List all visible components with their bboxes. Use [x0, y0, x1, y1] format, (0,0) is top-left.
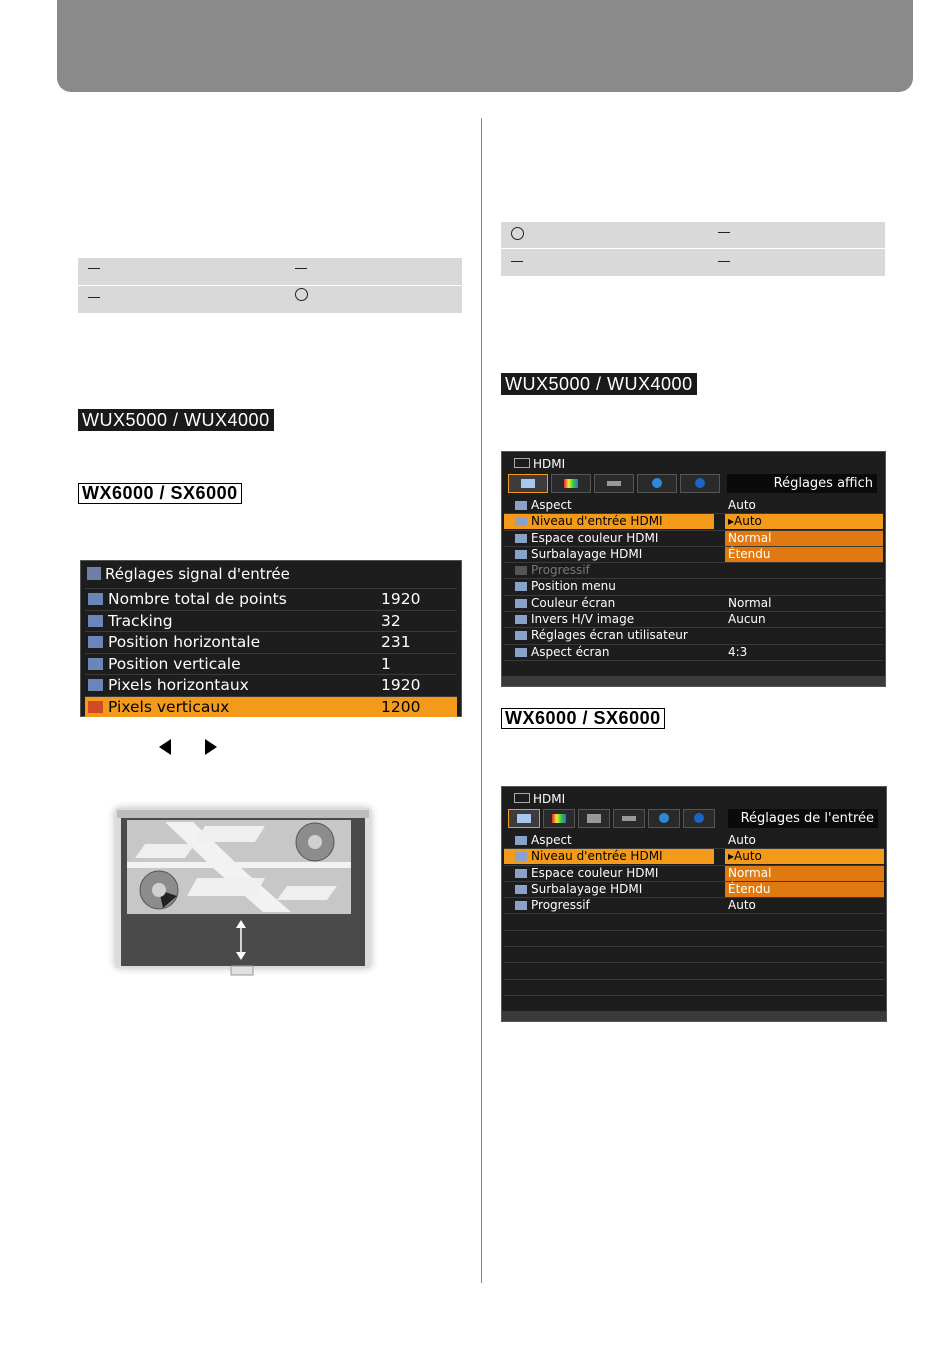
- menu-row[interactable]: [504, 645, 883, 661]
- menu-row[interactable]: [504, 612, 883, 628]
- row-label: Réglages écran utilisateur: [531, 628, 688, 643]
- circle-mark: [511, 227, 524, 240]
- chapter-header-bar: [57, 0, 913, 92]
- menu-row[interactable]: [85, 588, 457, 610]
- empty-row: [504, 963, 884, 979]
- column-divider: [481, 118, 482, 1283]
- row-label: Nombre total de points: [108, 590, 287, 608]
- row-value: ▸Auto: [725, 849, 884, 864]
- aspect-icon: [515, 836, 527, 845]
- projector-icon: [607, 481, 621, 486]
- menu-row-selected[interactable]: [504, 849, 884, 865]
- globe-icon: [659, 813, 669, 823]
- row-label: Progressif: [531, 898, 590, 913]
- menu-rows: [504, 833, 884, 996]
- row-label: Aspect: [531, 833, 572, 847]
- source-label: HDMI: [533, 792, 566, 806]
- row-value: Auto: [728, 833, 756, 847]
- color-icon: [552, 814, 566, 823]
- compatibility-table-left: [78, 258, 462, 313]
- row-value: Auto: [728, 498, 756, 512]
- menu-rows: [504, 498, 883, 661]
- menu-row[interactable]: [504, 531, 883, 547]
- empty-row: [504, 947, 884, 963]
- tab-color[interactable]: [551, 474, 591, 493]
- image-flip-icon: [515, 615, 527, 624]
- projection-screen-illustration: [115, 808, 371, 968]
- menu-row-disabled: [504, 563, 883, 579]
- menu-footer: [502, 1011, 886, 1021]
- grid-icon: [88, 593, 103, 605]
- tab-image[interactable]: [508, 809, 540, 828]
- menu-source-title: [514, 457, 565, 471]
- menu-page-name: Réglages de l'entrée: [728, 809, 878, 828]
- menu-tabs: [508, 474, 723, 493]
- progressive-icon: [515, 901, 527, 910]
- globe-icon: [652, 478, 662, 488]
- tracking-icon: [88, 615, 103, 627]
- image-icon: [517, 814, 531, 823]
- left-arrow-icon: [159, 739, 171, 755]
- progressive-icon: [515, 566, 527, 575]
- menu-row[interactable]: [504, 882, 884, 898]
- row-value: 1200: [381, 697, 421, 716]
- right-arrow-icon: [205, 739, 217, 755]
- tab-image[interactable]: [508, 474, 548, 493]
- info-icon: [695, 478, 705, 488]
- row-value: Étendu: [725, 547, 883, 562]
- menu-row[interactable]: [85, 653, 457, 675]
- row-value: 32: [381, 611, 401, 630]
- row-value: 1920: [381, 676, 421, 694]
- screen-drawing: [115, 808, 371, 978]
- horizontal-position-icon: [88, 636, 103, 648]
- tab-system[interactable]: [648, 809, 680, 828]
- row-value: 1: [381, 654, 391, 673]
- row-value: Auto: [728, 898, 756, 913]
- menu-row[interactable]: [504, 498, 883, 514]
- menu-row[interactable]: [504, 547, 883, 563]
- menu-row[interactable]: [85, 674, 457, 696]
- hdmi-icon: [514, 458, 530, 468]
- hdmi-level-icon: [515, 852, 527, 861]
- hdmi-menu-wux: [501, 451, 886, 687]
- dash-mark: [511, 261, 523, 262]
- menu-row[interactable]: [504, 898, 884, 914]
- menu-row[interactable]: [504, 596, 883, 612]
- row-label: Aspect: [531, 498, 572, 512]
- menu-row[interactable]: [504, 579, 883, 595]
- menu-row[interactable]: [85, 610, 457, 632]
- color-icon: [564, 479, 578, 488]
- menu-footer: [502, 676, 885, 686]
- row-label: Progressif: [531, 563, 590, 578]
- empty-row: [504, 980, 884, 996]
- empty-row: [504, 931, 884, 947]
- row-value: Normal: [725, 866, 884, 881]
- image-icon: [521, 479, 535, 488]
- row-label: Niveau d'entrée HDMI: [531, 514, 663, 529]
- row-value: Aucun: [728, 612, 766, 627]
- dash-mark: [88, 268, 100, 269]
- menu-position-icon: [515, 582, 527, 591]
- screen-aspect-icon: [515, 648, 527, 657]
- model-badge-wx-left: WX6000 / SX6000: [78, 483, 242, 504]
- row-label: Invers H/V image: [531, 612, 635, 627]
- tab-system[interactable]: [637, 474, 677, 493]
- hdmi-menu-wx: [501, 786, 887, 1022]
- aspect-icon: [515, 501, 527, 510]
- row-label: Surbalayage HDMI: [531, 881, 643, 896]
- model-badge-wux-left: WUX5000 / WUX4000: [78, 409, 274, 431]
- tab-install[interactable]: [613, 809, 645, 828]
- dash-mark: [295, 268, 307, 269]
- tab-info[interactable]: [680, 474, 720, 493]
- input-signal-menu: [80, 560, 462, 717]
- model-badge-wux-right: WUX5000 / WUX4000: [501, 373, 697, 395]
- dash-mark: [718, 232, 730, 233]
- row-label: Position menu: [531, 579, 616, 594]
- compatibility-table-right: [501, 222, 885, 276]
- hdmi-level-icon: [515, 517, 527, 526]
- menu-tabs: [508, 809, 718, 828]
- circle-mark: [295, 288, 308, 301]
- row-label: Pixels verticaux: [108, 697, 230, 716]
- menu-row-selected[interactable]: [504, 514, 883, 530]
- vertical-pixels-icon: [88, 701, 103, 713]
- color-space-icon: [515, 534, 527, 543]
- row-value: Étendu: [725, 882, 884, 897]
- vertical-position-icon: [88, 658, 103, 670]
- menu-row-selected[interactable]: [85, 696, 457, 718]
- empty-row: [504, 914, 884, 930]
- tab-color[interactable]: [543, 809, 575, 828]
- menu-row[interactable]: [85, 631, 457, 653]
- user-screen-icon: [515, 631, 527, 640]
- settings-icon: [87, 567, 101, 580]
- overscan-icon: [515, 885, 527, 894]
- tab-info[interactable]: [683, 809, 715, 828]
- row-label: Tracking: [108, 611, 173, 630]
- horizontal-pixels-icon: [88, 679, 103, 691]
- menu-title: [87, 565, 290, 583]
- row-label: Position horizontale: [108, 633, 261, 651]
- menu-title-label: Réglages signal d'entrée: [105, 565, 290, 583]
- row-value: ▸Auto: [725, 514, 883, 529]
- color-space-icon: [515, 869, 527, 878]
- row-label: Surbalayage HDMI: [531, 546, 643, 561]
- model-badge-wx-right: WX6000 / SX6000: [501, 708, 665, 729]
- overscan-icon: [515, 550, 527, 559]
- dash-mark: [88, 297, 100, 298]
- hdmi-icon: [514, 793, 530, 803]
- row-label: Niveau d'entrée HDMI: [531, 849, 663, 864]
- row-value: Normal: [728, 595, 772, 610]
- menu-source-title: [514, 792, 565, 806]
- row-value: 4:3: [728, 644, 748, 659]
- menu-row[interactable]: [504, 866, 884, 882]
- row-label: Position verticale: [108, 654, 241, 673]
- tab-install[interactable]: [594, 474, 634, 493]
- row-value: 231: [381, 633, 411, 651]
- tab-keystone[interactable]: [578, 809, 610, 828]
- source-label: HDMI: [533, 457, 566, 471]
- row-value: 1920: [381, 590, 421, 608]
- row-label: Espace couleur HDMI: [531, 865, 659, 880]
- screen-color-icon: [515, 599, 527, 608]
- row-label: Pixels horizontaux: [108, 676, 249, 694]
- menu-row[interactable]: [504, 628, 883, 644]
- row-label: Espace couleur HDMI: [531, 530, 659, 545]
- dash-mark: [718, 261, 730, 262]
- menu-page-name: Réglages affich: [727, 474, 877, 493]
- menu-row[interactable]: [504, 833, 884, 849]
- row-label: Aspect écran: [531, 644, 610, 659]
- row-value: Normal: [725, 531, 883, 546]
- row-label: Couleur écran: [531, 595, 616, 610]
- info-icon: [694, 813, 704, 823]
- keystone-icon: [587, 814, 601, 823]
- projector-icon: [622, 816, 636, 821]
